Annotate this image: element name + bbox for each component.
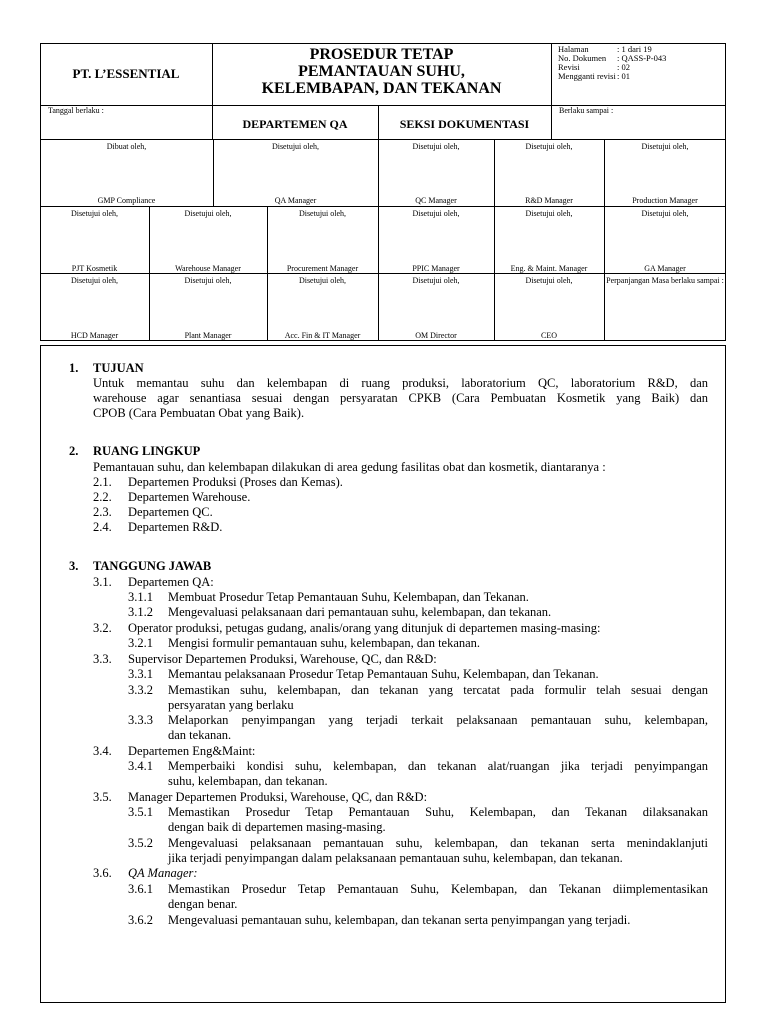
sublist-number: 3.3.1 bbox=[128, 667, 153, 681]
section-title: RUANG LINGKUP bbox=[93, 444, 201, 458]
sublist-number: 3.6.2 bbox=[128, 913, 153, 927]
list-number: 3.3. bbox=[93, 652, 112, 666]
approval-caption: Disetujui oleh, bbox=[298, 276, 347, 285]
section-number: 2. bbox=[69, 444, 79, 458]
sublist-item: Mengevaluasi pemantauan suhu, kelembapan, dan tekanan serta penyimpangan yang terjadi. bbox=[168, 913, 631, 927]
list-item: Manager Departemen Produksi, Warehouse, QC, dan R&D: bbox=[128, 790, 428, 804]
approval-role: OM Director bbox=[415, 331, 457, 340]
list-item: Departemen Warehouse. bbox=[128, 490, 251, 504]
approval-role: PJT Kosmetik bbox=[71, 264, 118, 273]
approval-role: PPIC Manager bbox=[412, 264, 460, 273]
approval-caption: Disetujui oleh, bbox=[412, 209, 460, 218]
sublist-item: Memperbaiki kondisi suhu, kelembapan, dan tekanan alat/ruangan jika terjadi penyimpangan bbox=[168, 759, 708, 773]
sublist-number: 3.4.1 bbox=[128, 759, 153, 773]
header-rule bbox=[267, 206, 268, 341]
approval-role: GMP Compliance bbox=[97, 196, 156, 205]
approval-role: HCD Manager bbox=[70, 331, 119, 340]
sublist-item-cont: dengan baik di departemen masing-masing. bbox=[168, 820, 386, 834]
list-number: 3.4. bbox=[93, 744, 112, 758]
approval-caption: Disetujui oleh, bbox=[525, 142, 573, 151]
section-number: 1. bbox=[69, 361, 79, 375]
approval-caption: Disetujui oleh, bbox=[525, 276, 573, 285]
list-number: 2.2. bbox=[93, 490, 112, 504]
list-item: Departemen R&D. bbox=[128, 520, 223, 534]
meta-value: : QASS-P-043 bbox=[617, 53, 667, 63]
departemen-label: DEPARTEMEN QA bbox=[242, 117, 348, 131]
section-title: TUJUAN bbox=[93, 361, 144, 375]
sublist-item-cont: jika terjadi penyimpangan dalam pelaksanaan pemantauan suhu, kelembapan, dan tekanan. bbox=[168, 851, 623, 865]
meta-value: : 01 bbox=[617, 71, 630, 81]
approval-caption: Dibuat oleh, bbox=[106, 142, 147, 151]
meta-value: : 1 dari 19 bbox=[617, 44, 652, 54]
approval-role: Acc. Fin & IT Manager bbox=[284, 331, 361, 340]
section-text: Pemantauan suhu, dan kelembapan dilakukan di area gedung fasilitas obat dan kosmetik, diantaranya : bbox=[93, 460, 606, 474]
approval-caption: Disetujui oleh, bbox=[70, 209, 119, 218]
approval-caption: Disetujui oleh, bbox=[184, 276, 232, 285]
approval-caption: Disetujui oleh, bbox=[412, 276, 460, 285]
sublist-number: 3.1.1 bbox=[128, 590, 153, 604]
header-rule bbox=[494, 206, 495, 341]
list-number: 2.3. bbox=[93, 505, 112, 519]
sublist-number: 3.3.2 bbox=[128, 683, 153, 697]
list-item: QA Manager: bbox=[128, 866, 198, 880]
list-item: Departemen Eng&Maint: bbox=[128, 744, 256, 758]
sublist-item-cont: dengan benar. bbox=[168, 897, 238, 911]
list-number: 3.1. bbox=[93, 575, 112, 589]
approval-role: Production Manager bbox=[632, 196, 698, 205]
perpanjangan-caption: Perpanjangan Masa berlaku sampai : bbox=[606, 276, 724, 285]
approval-caption: Disetujui oleh, bbox=[271, 142, 320, 151]
sublist-item: Mengevaluasi pelaksanaan pemantauan suhu, kelembapan, dan tekanan serta menindaklanjuti bbox=[168, 836, 708, 850]
section-text: warehouse agar senantiasa sesuai dengan persyaratan CPKB (Cara Pembuatan Kosmetik yang Baik) dan bbox=[93, 391, 708, 405]
approval-role: CEO bbox=[541, 331, 557, 340]
list-number: 2.4. bbox=[93, 520, 112, 534]
list-item: Departemen QC. bbox=[128, 505, 213, 519]
header-rule bbox=[378, 206, 379, 341]
sublist-item: Membuat Prosedur Tetap Pemantauan Suhu, Kelembapan, dan Tekanan. bbox=[168, 590, 529, 604]
tanggal-berlaku: Tanggal berlaku : bbox=[48, 106, 104, 115]
header-rule bbox=[604, 206, 605, 341]
sublist-item-cont: suhu, kelembapan, dan tekanan. bbox=[168, 774, 328, 788]
sublist-item: Mengevaluasi pelaksanaan dari pemantauan suhu, kelembapan, dan tekanan. bbox=[168, 605, 552, 619]
section-text: CPOB (Cara Pembuatan Obat yang Baik). bbox=[93, 406, 305, 420]
sublist-number: 3.2.1 bbox=[128, 636, 153, 650]
sublist-item: Memastikan suhu, kelembapan, dan tekanan yang tercatat pada formulir telah sesuai dengan bbox=[168, 683, 708, 697]
approval-role: Procurement Manager bbox=[286, 264, 359, 273]
sublist-number: 3.5.2 bbox=[128, 836, 153, 850]
list-number: 3.6. bbox=[93, 866, 112, 880]
header-rule bbox=[551, 43, 552, 139]
header-rule bbox=[149, 206, 150, 341]
approval-role: R&D Manager bbox=[525, 196, 573, 205]
title-line: PEMANTAUAN SUHU, bbox=[298, 63, 465, 80]
header-rule bbox=[40, 206, 726, 207]
sublist-item-cont: persyaratan yang berlaku bbox=[168, 698, 294, 712]
list-item: Operator produksi, petugas gudang, analis/orang yang ditunjuk di departemen masing-masing: bbox=[128, 621, 601, 635]
header-rule bbox=[40, 139, 726, 140]
sublist-item: Memastikan Prosedur Tetap Pemantauan Suhu, Kelembapan, dan Tekanan diimplementasikan bbox=[168, 882, 708, 896]
section-title: TANGGUNG JAWAB bbox=[93, 559, 212, 573]
meta-label: Revisi bbox=[558, 62, 580, 72]
approval-caption: Disetujui oleh, bbox=[298, 209, 347, 218]
sublist-item: Mengisi formulir pemantauan suhu, kelembapan, dan tekanan. bbox=[168, 636, 481, 650]
list-number: 3.5. bbox=[93, 790, 112, 804]
list-item: Departemen QA: bbox=[128, 575, 214, 589]
sublist-number: 3.5.1 bbox=[128, 805, 153, 819]
list-number: 2.1. bbox=[93, 475, 112, 489]
approval-role: Plant Manager bbox=[184, 331, 232, 340]
sublist-number: 3.3.3 bbox=[128, 713, 153, 727]
approval-role: QA Manager bbox=[274, 196, 317, 205]
meta-label: Halaman bbox=[558, 44, 589, 54]
list-item: Departemen Produksi (Proses dan Kemas). bbox=[128, 475, 343, 489]
header-rule bbox=[40, 273, 726, 274]
title-line: KELEMBAPAN, DAN TEKANAN bbox=[261, 80, 502, 97]
section-text: Untuk memantau suhu dan kelembapan di ruang produksi, laboratorium QC, laboratorium R&D, dan bbox=[93, 376, 708, 390]
header-rule bbox=[40, 105, 726, 106]
document-meta bbox=[558, 45, 724, 81]
sublist-item: Memastikan Prosedur Tetap Pemantauan Suhu, Kelembapan, dan Tekanan dilaksanakan bbox=[168, 805, 708, 819]
approval-caption: Disetujui oleh, bbox=[641, 209, 689, 218]
sublist-item-cont: dan tekanan. bbox=[168, 728, 232, 742]
sublist-item: Melaporkan penyimpangan yang terjadi terkait pelaksanaan pemantauan suhu, kelembapan, bbox=[168, 713, 708, 727]
list-number: 3.2. bbox=[93, 621, 112, 635]
meta-label: No. Dokumen bbox=[558, 53, 607, 63]
title-line: PROSEDUR TETAP bbox=[309, 46, 454, 63]
meta-value: : 02 bbox=[617, 62, 630, 72]
sublist-number: 3.1.2 bbox=[128, 605, 153, 619]
sublist-item: Memantau pelaksanaan Prosedur Tetap Pemantauan Suhu, Kelembapan, dan Tekanan. bbox=[168, 667, 599, 681]
company-name: PT. L’ESSENTIAL bbox=[72, 66, 180, 81]
approval-caption: Disetujui oleh, bbox=[641, 142, 689, 151]
berlaku-sampai: Berlaku sampai : bbox=[559, 106, 614, 115]
approval-caption: Disetujui oleh, bbox=[70, 276, 119, 285]
approval-role: Eng. & Maint. Manager bbox=[510, 264, 588, 273]
meta-label: Mengganti revisi bbox=[558, 71, 616, 81]
document-title bbox=[212, 46, 551, 97]
approval-caption: Disetujui oleh, bbox=[525, 209, 573, 218]
approval-role: Warehouse Manager bbox=[175, 264, 241, 273]
seksi-label: SEKSI DOKUMENTASI bbox=[399, 117, 530, 131]
approval-caption: Disetujui oleh, bbox=[184, 209, 232, 218]
approval-caption: Disetujui oleh, bbox=[412, 142, 460, 151]
sublist-number: 3.6.1 bbox=[128, 882, 153, 896]
list-item: Supervisor Departemen Produksi, Warehouse, QC, dan R&D: bbox=[128, 652, 437, 666]
section-number: 3. bbox=[69, 559, 79, 573]
approval-role: QC Manager bbox=[415, 196, 457, 205]
approval-role: GA Manager bbox=[644, 264, 686, 273]
